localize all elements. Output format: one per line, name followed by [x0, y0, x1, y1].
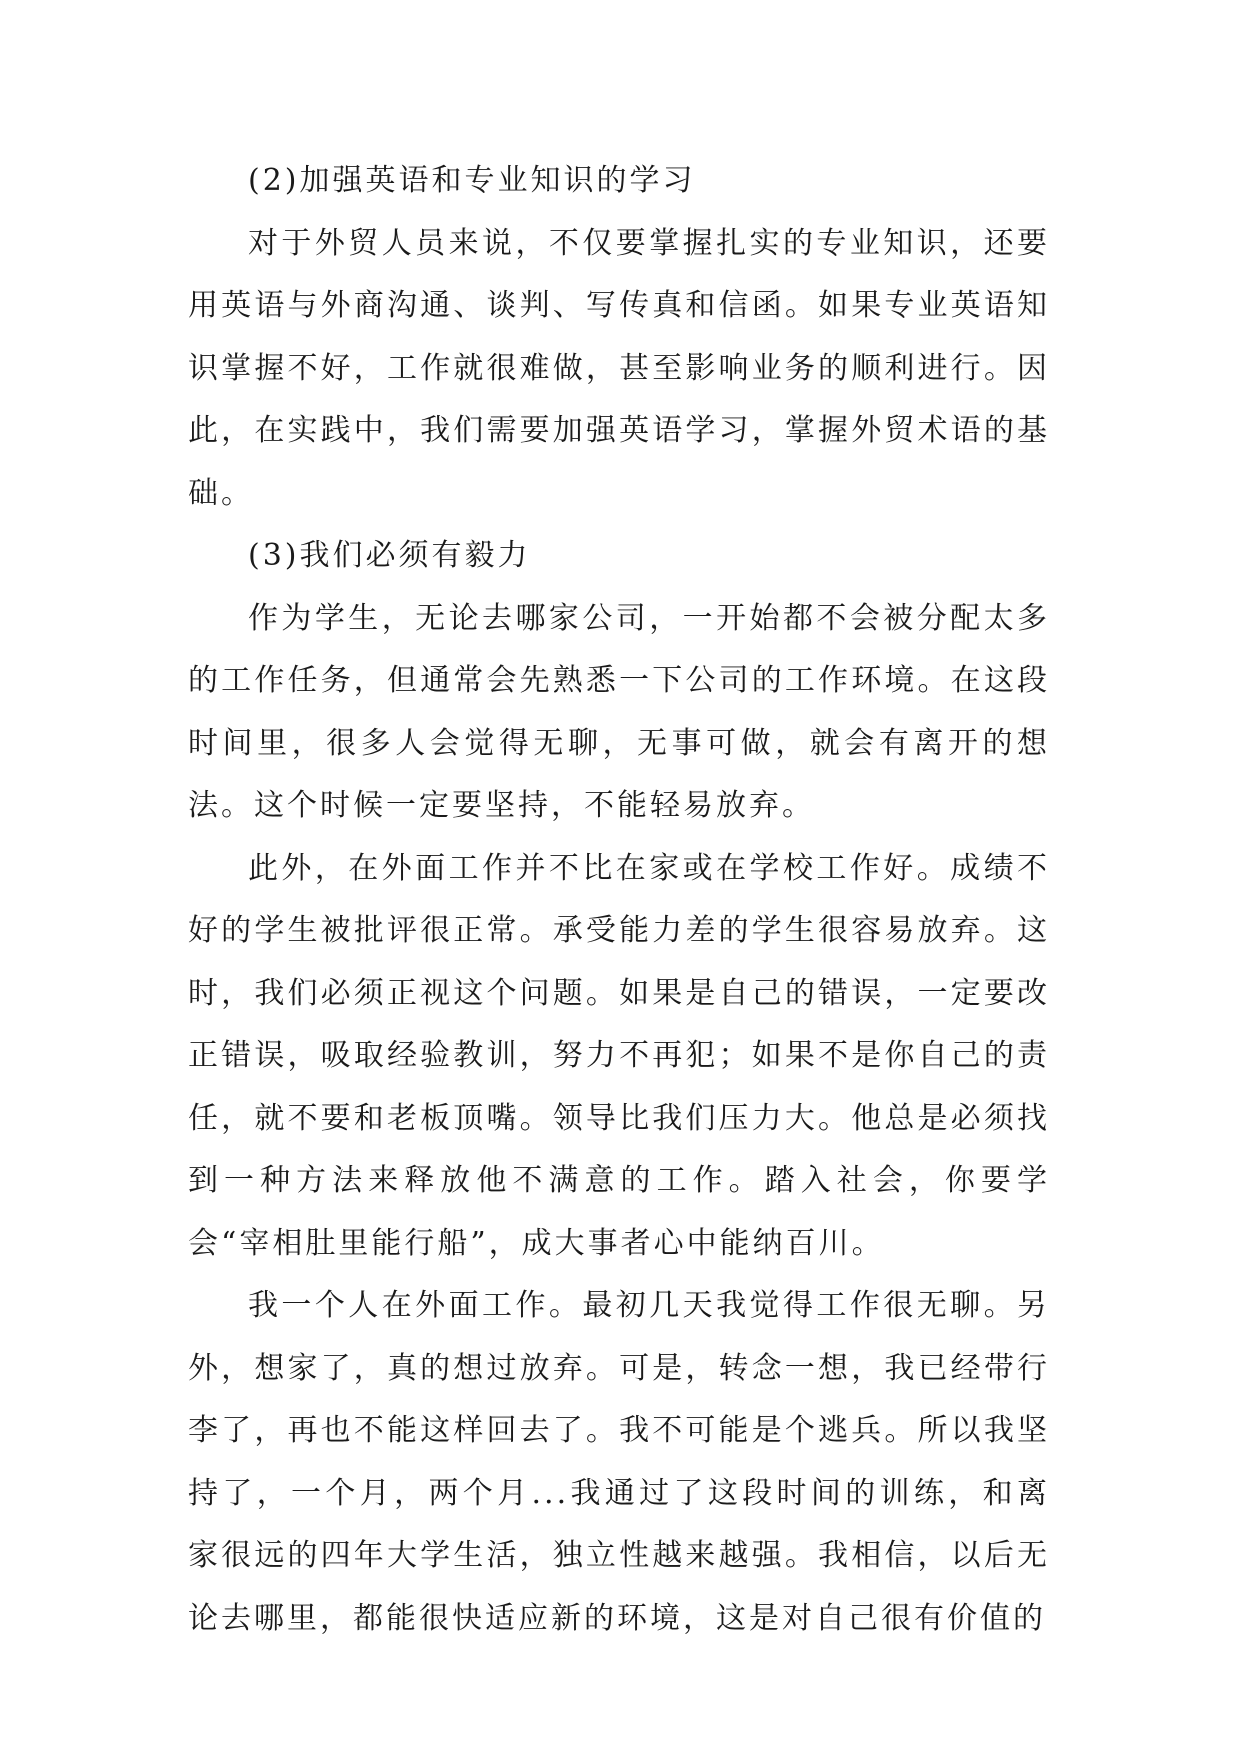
paragraph-english-study: 对于外贸人员来说，不仅要掌握扎实的专业知识，还要用英语与外商沟通、谈判、写传真和信函。如果专业英语知识掌握不好，工作就很难做，甚至影响业务的顺利进行。因此，在实践中，我们需要加强英语学习，掌握外贸术语的基础。: [188, 225, 1050, 511]
paragraph-personal-experience: 我一个人在外面工作。最初几天我觉得工作很无聊。另外，想家了，真的想过放弃。可是，转念一想，我已经带行李了，再也不能这样回去了。我不可能是个逃兵。所以我坚持了，一个月，两个月...我通过了这段时间的训练，和离家很远的四年大学生活，独立性越来越强。我相信，以后无论去哪里，都能很快适应新的环境，这是对自己很有价值的: [188, 1288, 1050, 1636]
paragraph-criticism: 此外，在外面工作并不比在家或在学校工作好。成绩不好的学生被批评很正常。承受能力差的学生很容易放弃。这时，我们必须正视这个问题。如果是自己的错误，一定要改正错误，吸取经验教训，努力不再犯；如果不是你自己的责任，就不要和老板顶嘴。领导比我们压力大。他总是必须找到一种方法来释放他不满意的工作。踏入社会，你要学会“宰相肚里能行船”，成大事者心中能纳百川。: [188, 850, 1050, 1261]
section-heading-perseverance: (3)我们必须有毅力: [248, 538, 531, 573]
document-body: [188, 150, 1050, 1650]
section-heading-english-study: (2)加强英语和专业知识的学习: [248, 163, 696, 198]
paragraph-student-work: 作为学生，无论去哪家公司，一开始都不会被分配太多的工作任务，但通常会先熟悉一下公司的工作环境。在这段时间里，很多人会觉得无聊，无事可做，就会有离开的想法。这个时候一定要坚持，不能轻易放弃。: [188, 600, 1050, 823]
